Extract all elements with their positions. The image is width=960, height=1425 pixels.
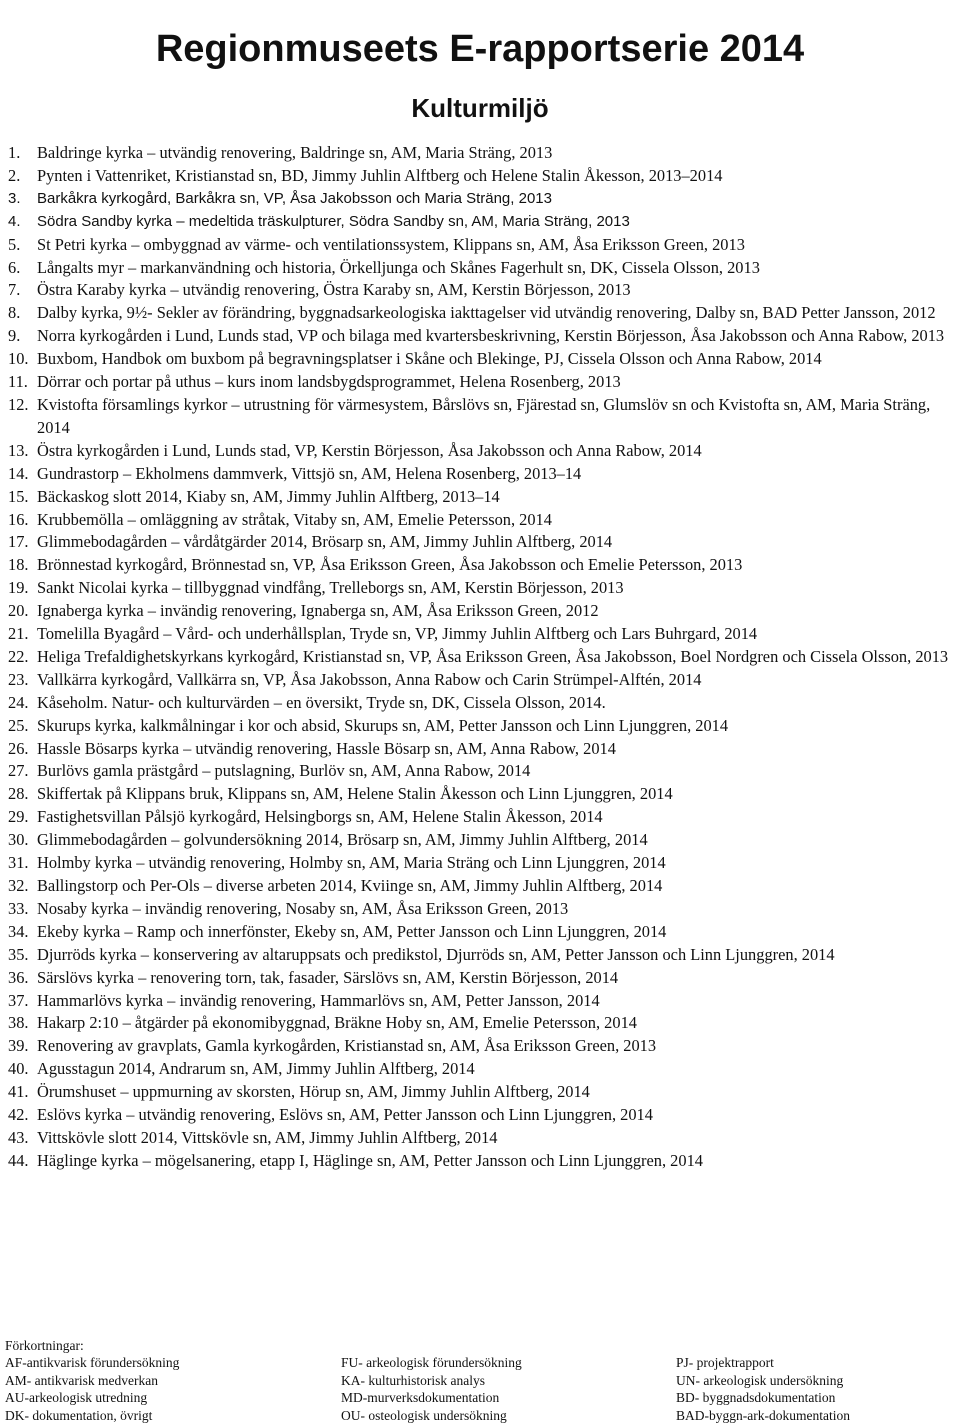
abbreviation-item: MD-murverksdokumentation	[341, 1390, 500, 1405]
report-text: Bäckaskog slott 2014, Kiaby sn, AM, Jimmy Juhlin Alftberg, 2013–14	[37, 486, 500, 506]
report-list	[8, 142, 958, 1173]
report-text: Dörrar och portar på uthus – kurs inom landsbygdsprogrammet, Helena Rosenberg, 2013	[37, 372, 621, 392]
report-item	[8, 852, 958, 875]
report-item	[8, 715, 958, 738]
report-item	[8, 142, 958, 165]
report-item	[8, 760, 958, 783]
report-number: 25.	[8, 715, 29, 735]
report-item	[8, 371, 958, 394]
report-number: 44.	[8, 1150, 29, 1170]
section-title: Kulturmiljö	[411, 92, 549, 123]
report-text: Långalts myr – markanvändning och historia, Örkelljunga och Skånes Fagerhult sn, DK, Cissela Olsson, 2013	[37, 257, 760, 277]
report-item	[8, 509, 958, 532]
report-number: 32.	[8, 876, 29, 895]
report-number: 7.	[8, 280, 21, 300]
report-item	[8, 1104, 958, 1127]
report-number: 30.	[8, 830, 29, 850]
report-text: Glimmebodagården – golvundersökning 2014, Brösarp sn, AM, Jimmy Juhlin Alftberg, 2014	[37, 830, 648, 850]
report-item	[8, 898, 958, 921]
report-number: 38.	[8, 1013, 29, 1033]
report-text: Baldringe kyrka – utvändig renovering, Baldringe sn, AM, Maria Sträng, 2013	[37, 143, 553, 162]
report-text: Skiffertak på Klippans bruk, Klippans sn, AM, Helene Stalin Åkesson och Linn Ljunggren, 2014	[37, 784, 673, 804]
report-number: 19.	[8, 578, 29, 598]
report-text: Fastighetsvillan Pålsjö kyrkogård, Helsingborgs sn, AM, Helene Stalin Åkesson, 2014	[37, 807, 603, 827]
report-item	[8, 577, 958, 600]
report-item	[8, 600, 958, 623]
page-title: Regionmuseets E-rapportserie 2014	[155, 28, 805, 71]
report-number: 18.	[8, 555, 29, 575]
report-number: 31.	[8, 853, 29, 873]
report-item	[8, 394, 958, 440]
report-item	[8, 188, 958, 211]
report-text: Buxbom, Handbok om buxbom på begravningsplatser i Skåne och Blekinge, PJ, Cissela Olsson och Anna Rabow, 2014	[37, 349, 822, 369]
report-text: Barkåkra kyrkogård, Barkåkra sn, VP, Åsa Jakobsson och Maria Sträng, 2013	[37, 189, 552, 207]
report-number: 27.	[8, 761, 29, 781]
report-text: Ignaberga kyrka – invändig renovering, Ignaberga sn, AM, Åsa Eriksson Green, 2012	[37, 601, 599, 621]
report-text: Djurröds kyrka – konservering av altaruppsats och predikstol, Djurröds sn, AM, Petter Jansson och Linn Ljunggren, 2014	[37, 944, 835, 964]
report-item	[8, 738, 958, 761]
abbreviation-item: AU-arkeologisk utredning	[5, 1390, 148, 1405]
report-text: Skurups kyrka, kalkmålningar i kor och absid, Skurups sn, AM, Petter Jansson och Linn Ljunggren, 2014	[37, 715, 729, 735]
report-number: 6.	[8, 257, 21, 277]
abbreviation-item: PJ- projektrapport	[676, 1355, 774, 1370]
report-number: 1.	[8, 143, 21, 162]
report-number: 12.	[8, 394, 29, 414]
abbreviation-item: KA- kulturhistorisk analys	[341, 1372, 485, 1388]
report-item	[8, 1012, 958, 1035]
report-item	[8, 325, 958, 348]
report-number: 33.	[8, 898, 29, 918]
report-text: Heliga Trefaldighetskyrkans kyrkogård, Kristianstad sn, VP, Åsa Eriksson Green, Åsa Jakobsson, Boel Nordgren och Cissela Olsson, 2013	[37, 646, 949, 666]
report-item	[8, 1081, 958, 1104]
report-number: 3.	[8, 189, 21, 207]
report-text: Södra Sandby kyrka – medeltida träskulpturer, Södra Sandby sn, AM, Maria Sträng, 2013	[37, 212, 630, 230]
report-text: Örumshuset – uppmurning av skorsten, Hörup sn, AM, Jimmy Juhlin Alftberg, 2014	[37, 1082, 590, 1102]
report-item	[8, 302, 958, 325]
report-number: 42.	[8, 1105, 29, 1125]
abbreviations-grid	[5, 1354, 955, 1424]
report-number: 13.	[8, 440, 29, 460]
report-text: Häglinge kyrka – mögelsanering, etapp I, Häglinge sn, AM, Petter Jansson och Linn Ljunggren, 2014	[37, 1150, 703, 1170]
report-number: 34.	[8, 921, 29, 941]
report-text: St Petri kyrka – ombyggnad av värme- och ventilationssystem, Klippans sn, AM, Åsa Eriksson Green, 2013	[37, 234, 745, 254]
report-text: Krubbemölla – omläggning av stråtak, Vitaby sn, AM, Emelie Petersson, 2014	[37, 509, 552, 529]
report-text: Kvistofta församlings kyrkor – utrustning för värmesystem, Bårslövs sn, Fjärestad sn, Glumslöv sn och Kvistofta sn, AM, Maria Sträng, 2014	[37, 394, 931, 437]
report-item	[8, 967, 958, 990]
report-text: Eslövs kyrka – utvändig renovering, Eslövs sn, AM, Petter Jansson och Linn Ljunggren, 2014	[37, 1105, 653, 1125]
report-number: 29.	[8, 807, 29, 827]
report-text: Särslövs kyrka – renovering torn, tak, fasader, Särslövs sn, AM, Kerstin Börjesson, 2014	[37, 967, 619, 987]
abbreviation-item: BD- byggnadsdokumentation	[676, 1390, 836, 1405]
report-text: Östra Karaby kyrka – utvändig renovering, Östra Karaby sn, AM, Kerstin Börjesson, 2013	[37, 280, 631, 300]
report-text: Pynten i Vattenriket, Kristianstad sn, BD, Jimmy Juhlin Alftberg och Helene Stalin Åkesson, 2013–2014	[37, 165, 723, 185]
abbreviation-item: OU- osteologisk undersökning	[341, 1407, 507, 1423]
report-number: 5.	[8, 234, 21, 254]
report-item	[8, 692, 958, 715]
report-item	[8, 806, 958, 829]
abbreviation-item: BAD-byggn-ark-dokumentation	[676, 1407, 850, 1423]
report-number: 4.	[8, 212, 21, 230]
report-text: Brönnestad kyrkogård, Brönnestad sn, VP, Åsa Eriksson Green, Åsa Jakobsson och Emelie Petersson, 2013	[37, 555, 743, 575]
report-item	[8, 234, 958, 257]
report-item	[8, 921, 958, 944]
report-text: Kåseholm. Natur- och kulturvärden – en översikt, Tryde sn, DK, Cissela Olsson, 2014.	[37, 692, 606, 712]
report-text: Agusstagun 2014, Andrarum sn, AM, Jimmy Juhlin Alftberg, 2014	[37, 1059, 475, 1079]
abbreviation-item: FU- arkeologisk förundersökning	[341, 1355, 522, 1370]
report-text: Holmby kyrka – utvändig renovering, Holmby sn, AM, Maria Sträng och Linn Ljunggren, 2014	[37, 853, 666, 873]
report-item	[8, 1058, 958, 1081]
report-item	[8, 1127, 958, 1150]
report-number: 10.	[8, 349, 29, 369]
report-number: 39.	[8, 1036, 29, 1056]
report-text: Sankt Nicolai kyrka – tillbyggnad vindfång, Trelleborgs sn, AM, Kerstin Börjesson, 2013	[37, 578, 624, 598]
report-text: Ekeby kyrka – Ramp och innerfönster, Ekeby sn, AM, Petter Jansson och Linn Ljunggren, 2014	[37, 921, 667, 941]
report-number: 35.	[8, 944, 29, 964]
report-number: 37.	[8, 990, 29, 1010]
report-item	[8, 646, 958, 669]
report-item	[8, 1035, 958, 1058]
abbreviation-item: AM- antikvarisk medverkan	[5, 1372, 158, 1388]
report-item	[8, 279, 958, 302]
report-text: Hakarp 2:10 – åtgärder på ekonomibyggnad, Bräkne Hoby sn, AM, Emelie Petersson, 2014	[37, 1013, 637, 1033]
report-number: 9.	[8, 326, 21, 346]
report-text: Tomelilla Byagård – Vård- och underhållsplan, Tryde sn, VP, Jimmy Juhlin Alftberg och Lars Buhrgard, 2014	[37, 624, 758, 644]
report-number: 2.	[8, 165, 21, 185]
report-item	[8, 531, 958, 554]
report-item	[8, 348, 958, 371]
report-item	[8, 990, 958, 1013]
report-text: Vittskövle slott 2014, Vittskövle sn, AM, Jimmy Juhlin Alftberg, 2014	[37, 1127, 498, 1147]
report-number: 17.	[8, 532, 29, 552]
report-number: 40.	[8, 1059, 29, 1079]
report-text: Glimmebodagården – vårdåtgärder 2014, Brösarp sn, AM, Jimmy Juhlin Alftberg, 2014	[37, 532, 613, 552]
report-number: 22.	[8, 646, 29, 666]
report-text: Burlövs gamla prästgård – putslagning, Burlöv sn, AM, Anna Rabow, 2014	[37, 761, 531, 781]
report-text: Östra kyrkogården i Lund, Lunds stad, VP, Kerstin Börjesson, Åsa Jakobsson och Anna Rabow, 2014	[37, 440, 702, 460]
report-item	[8, 875, 958, 898]
report-number: 41.	[8, 1082, 29, 1102]
report-text: Gundrastorp – Ekholmens dammverk, Vittsjö sn, AM, Helena Rosenberg, 2013–14	[37, 463, 582, 483]
report-number: 24.	[8, 692, 29, 712]
report-number: 21.	[8, 624, 29, 644]
report-item	[8, 783, 958, 806]
report-item	[8, 463, 958, 486]
report-number: 14.	[8, 463, 29, 483]
report-item	[8, 669, 958, 692]
report-number: 23.	[8, 669, 29, 689]
abbreviation-item: DK- dokumentation, övrigt	[5, 1407, 153, 1423]
report-number: 11.	[8, 372, 28, 392]
report-text: Ballingstorp och Per-Ols – diverse arbeten 2014, Kviinge sn, AM, Jimmy Juhlin Alftberg, 2014	[37, 876, 663, 895]
report-number: 20.	[8, 601, 29, 621]
report-item	[8, 211, 958, 234]
report-number: 36.	[8, 967, 29, 987]
abbreviation-item: AF-antikvarisk förundersökning	[5, 1355, 180, 1370]
report-text: Norra kyrkogården i Lund, Lunds stad, VP och bilaga med kvartersbeskrivning, Kerstin Börjesson, Åsa Jakobsson och Anna Rabow, 2013	[37, 326, 945, 346]
report-item	[8, 440, 958, 463]
abbreviations-heading: Förkortningar:	[5, 1338, 84, 1353]
report-text: Nosaby kyrka – invändig renovering, Nosaby sn, AM, Åsa Eriksson Green, 2013	[37, 898, 569, 918]
report-number: 16.	[8, 509, 29, 529]
report-item	[8, 165, 958, 188]
report-item	[8, 486, 958, 509]
report-number: 15.	[8, 486, 29, 506]
report-number: 26.	[8, 738, 29, 758]
report-number: 8.	[8, 303, 21, 323]
report-text: Renovering av gravplats, Gamla kyrkogården, Kristianstad sn, AM, Åsa Eriksson Green, 2013	[37, 1036, 657, 1056]
report-text: Dalby kyrka, 9½- Sekler av förändring, byggnadsarkeologiska iakttagelser vid utvändig renovering, Dalby sn, BAD Petter Jansson, 2012	[37, 303, 936, 323]
report-number: 28.	[8, 784, 29, 804]
report-text: Vallkärra kyrkogård, Vallkärra sn, VP, Åsa Jakobsson, Anna Rabow och Carin Strümpel-Alftén, 2014	[37, 669, 702, 689]
report-item	[8, 944, 958, 967]
report-text: Hammarlövs kyrka – invändig renovering, Hammarlövs sn, AM, Petter Jansson, 2014	[37, 990, 600, 1010]
report-item	[8, 554, 958, 577]
report-text: Hassle Bösarps kyrka – utvändig renovering, Hassle Bösarp sn, AM, Anna Rabow, 2014	[37, 738, 616, 758]
report-item	[8, 257, 958, 280]
report-item	[8, 623, 958, 646]
abbreviation-item: UN- arkeologisk undersökning	[676, 1372, 844, 1388]
report-item	[8, 1150, 958, 1173]
report-number: 43.	[8, 1127, 29, 1147]
report-item	[8, 829, 958, 852]
